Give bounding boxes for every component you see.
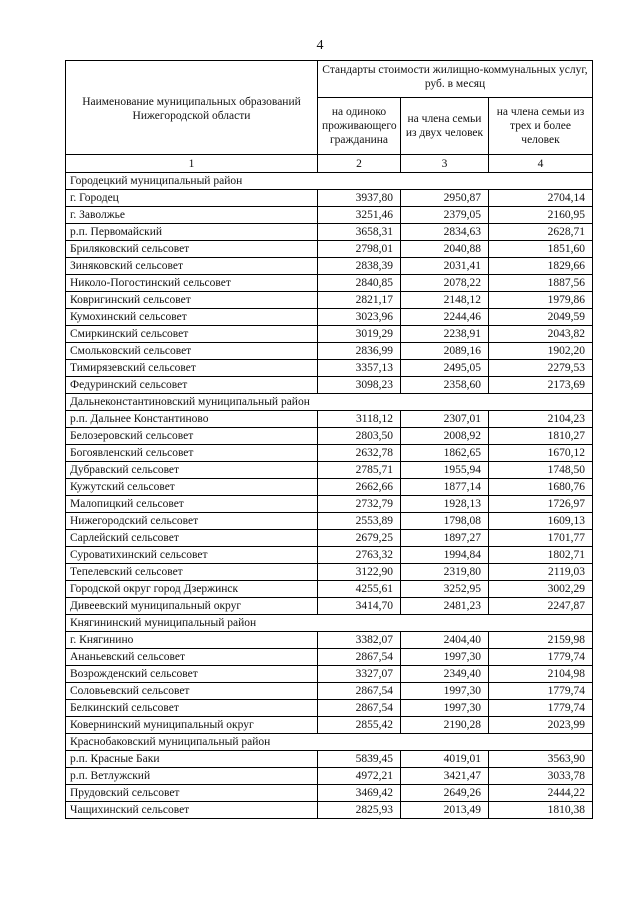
three-plus-family-cost-cell: 2023,99 xyxy=(489,717,593,734)
single-resident-cost-cell: 3357,13 xyxy=(318,360,401,377)
municipality-name-cell: Ковригинский сельсовет xyxy=(66,292,318,309)
column-number: 3 xyxy=(401,155,489,173)
district-group-row xyxy=(66,394,593,411)
single-resident-cost-cell: 3251,46 xyxy=(318,207,401,224)
municipality-name-cell: Тепелевский сельсовет xyxy=(66,564,318,581)
three-plus-family-cost-cell: 1979,86 xyxy=(489,292,593,309)
district-group-row xyxy=(66,173,593,190)
three-plus-family-cost-cell: 1810,27 xyxy=(489,428,593,445)
municipality-name-cell: р.п. Дальнее Константиново xyxy=(66,411,318,428)
two-person-family-cost-cell: 2495,05 xyxy=(401,360,489,377)
three-plus-family-cost-cell: 1851,60 xyxy=(489,241,593,258)
three-plus-family-cost-cell: 1810,38 xyxy=(489,802,593,819)
two-person-family-cost-cell: 2013,49 xyxy=(401,802,489,819)
two-person-family-cost-cell: 2078,22 xyxy=(401,275,489,292)
municipality-name-cell: г. Княгинино xyxy=(66,632,318,649)
three-plus-family-cost-cell: 1779,74 xyxy=(489,683,593,700)
table-body xyxy=(66,173,593,819)
two-person-family-cost-cell: 2244,46 xyxy=(401,309,489,326)
two-person-family-cost-cell: 2358,60 xyxy=(401,377,489,394)
two-person-family-cost-cell: 2040,88 xyxy=(401,241,489,258)
municipality-name-cell: Чащихинский сельсовет xyxy=(66,802,318,819)
two-person-family-cost-cell: 1928,13 xyxy=(401,496,489,513)
single-resident-cost-cell: 2553,89 xyxy=(318,513,401,530)
two-person-family-cost-cell: 4019,01 xyxy=(401,751,489,768)
column-number-row xyxy=(66,155,593,173)
two-person-family-cost-cell: 3252,95 xyxy=(401,581,489,598)
table-row xyxy=(66,258,593,275)
municipality-name-cell: Смольковский сельсовет xyxy=(66,343,318,360)
table-row xyxy=(66,530,593,547)
two-person-family-cost-cell: 2319,80 xyxy=(401,564,489,581)
table-row xyxy=(66,377,593,394)
municipality-name-cell: Кужутский сельсовет xyxy=(66,479,318,496)
single-resident-cost-cell: 2867,54 xyxy=(318,683,401,700)
two-person-family-cost-cell: 2238,91 xyxy=(401,326,489,343)
two-person-family-cost-cell: 2148,12 xyxy=(401,292,489,309)
municipality-name-cell: Тимирязевский сельсовет xyxy=(66,360,318,377)
municipality-name-cell: Соловьевский сельсовет xyxy=(66,683,318,700)
table-row xyxy=(66,666,593,683)
three-plus-family-cost-cell: 2160,95 xyxy=(489,207,593,224)
three-plus-family-cost-cell: 1887,56 xyxy=(489,275,593,292)
two-person-family-cost-cell: 2089,16 xyxy=(401,343,489,360)
three-plus-family-cost-cell: 2704,14 xyxy=(489,190,593,207)
two-person-family-cost-cell: 2950,87 xyxy=(401,190,489,207)
table-row xyxy=(66,309,593,326)
three-plus-family-cost-cell: 2104,98 xyxy=(489,666,593,683)
three-plus-family-cost-cell: 2279,53 xyxy=(489,360,593,377)
two-person-family-cost-cell: 2649,26 xyxy=(401,785,489,802)
header-row xyxy=(66,61,593,98)
municipality-name-cell: Бриляковский сельсовет xyxy=(66,241,318,258)
single-resident-cost-cell: 2763,32 xyxy=(318,547,401,564)
single-resident-cost-cell: 3469,42 xyxy=(318,785,401,802)
table-row xyxy=(66,785,593,802)
table-row xyxy=(66,292,593,309)
single-resident-cost-cell: 3122,90 xyxy=(318,564,401,581)
table-row xyxy=(66,360,593,377)
page-number: 4 xyxy=(316,38,324,53)
three-plus-family-cost-cell: 1680,76 xyxy=(489,479,593,496)
single-resident-cost-cell: 2679,25 xyxy=(318,530,401,547)
table-row xyxy=(66,768,593,785)
municipality-name-cell: р.п. Ветлужский xyxy=(66,768,318,785)
single-resident-cost-cell: 3414,70 xyxy=(318,598,401,615)
municipality-name-cell: Кумохинский сельсовет xyxy=(66,309,318,326)
three-plus-family-cost-cell: 1726,97 xyxy=(489,496,593,513)
single-resident-cost-cell: 3023,96 xyxy=(318,309,401,326)
three-plus-family-cost-cell: 1829,66 xyxy=(489,258,593,275)
single-resident-cost-cell: 2867,54 xyxy=(318,700,401,717)
single-resident-cost-cell: 3019,29 xyxy=(318,326,401,343)
two-person-family-cost-cell: 2481,23 xyxy=(401,598,489,615)
table-row xyxy=(66,479,593,496)
municipality-name-cell: Ананьевский сельсовет xyxy=(66,649,318,666)
column-number: 1 xyxy=(66,155,318,173)
three-plus-family-cost-cell: 1609,13 xyxy=(489,513,593,530)
single-resident-cost-cell: 2798,01 xyxy=(318,241,401,258)
single-resident-column-header: на одиноко проживающего гражданина xyxy=(318,98,401,155)
two-person-family-cost-cell: 2379,05 xyxy=(401,207,489,224)
three-plus-family-cost-cell: 1902,20 xyxy=(489,343,593,360)
table-row xyxy=(66,496,593,513)
three-plus-family-cost-cell: 2173,69 xyxy=(489,377,593,394)
single-resident-cost-cell: 4255,61 xyxy=(318,581,401,598)
two-person-family-cost-cell: 2190,28 xyxy=(401,717,489,734)
three-plus-family-cost-cell: 3002,29 xyxy=(489,581,593,598)
table-row xyxy=(66,547,593,564)
single-resident-cost-cell: 3658,31 xyxy=(318,224,401,241)
two-person-family-cost-cell: 1897,27 xyxy=(401,530,489,547)
three-plus-family-cost-cell: 1779,74 xyxy=(489,649,593,666)
municipality-name-cell: Возрожденский сельсовет xyxy=(66,666,318,683)
municipality-name-cell: Николо-Погостинский сельсовет xyxy=(66,275,318,292)
district-group-name: Краснобаковский муниципальный район xyxy=(66,734,593,751)
single-resident-cost-cell: 3327,07 xyxy=(318,666,401,683)
single-resident-cost-cell: 2867,54 xyxy=(318,649,401,666)
municipality-name-cell: р.п. Первомайский xyxy=(66,224,318,241)
table-row xyxy=(66,581,593,598)
district-group-name: Княгининский муниципальный район xyxy=(66,615,593,632)
municipality-name-cell: Федуринский сельсовет xyxy=(66,377,318,394)
municipality-name-cell: Богоявленский сельсовет xyxy=(66,445,318,462)
single-resident-cost-cell: 3937,80 xyxy=(318,190,401,207)
single-resident-cost-cell: 2838,39 xyxy=(318,258,401,275)
table-row xyxy=(66,326,593,343)
table-row xyxy=(66,564,593,581)
single-resident-cost-cell: 2836,99 xyxy=(318,343,401,360)
table-row xyxy=(66,428,593,445)
housing-cost-standards-table xyxy=(65,60,593,819)
three-plus-family-cost-cell: 2159,98 xyxy=(489,632,593,649)
single-resident-cost-cell: 2855,42 xyxy=(318,717,401,734)
single-resident-cost-cell: 5839,45 xyxy=(318,751,401,768)
single-resident-cost-cell: 2632,78 xyxy=(318,445,401,462)
table-row xyxy=(66,190,593,207)
two-person-family-cost-cell: 1994,84 xyxy=(401,547,489,564)
three-plus-family-cost-cell: 2444,22 xyxy=(489,785,593,802)
two-person-family-cost-cell: 1997,30 xyxy=(401,700,489,717)
single-resident-cost-cell: 2825,93 xyxy=(318,802,401,819)
three-plus-family-cost-cell: 2104,23 xyxy=(489,411,593,428)
three-plus-family-cost-cell: 3033,78 xyxy=(489,768,593,785)
municipality-name-cell: Прудовский сельсовет xyxy=(66,785,318,802)
single-resident-cost-cell: 2803,50 xyxy=(318,428,401,445)
two-person-family-cost-cell: 1862,65 xyxy=(401,445,489,462)
two-person-family-cost-cell: 1997,30 xyxy=(401,649,489,666)
three-plus-family-cost-cell: 2628,71 xyxy=(489,224,593,241)
single-resident-cost-cell: 3118,12 xyxy=(318,411,401,428)
single-resident-cost-cell: 2840,85 xyxy=(318,275,401,292)
table-row xyxy=(66,598,593,615)
two-person-family-cost-cell: 2008,92 xyxy=(401,428,489,445)
three-plus-family-cost-cell: 2119,03 xyxy=(489,564,593,581)
column-number: 2 xyxy=(318,155,401,173)
three-plus-family-cost-cell: 3563,90 xyxy=(489,751,593,768)
two-person-family-cost-cell: 1877,14 xyxy=(401,479,489,496)
table-row xyxy=(66,343,593,360)
table-row xyxy=(66,224,593,241)
two-person-family-cost-cell: 2031,41 xyxy=(401,258,489,275)
municipality-name-cell: г. Городец xyxy=(66,190,318,207)
table-row xyxy=(66,207,593,224)
single-resident-cost-cell: 2732,79 xyxy=(318,496,401,513)
two-person-family-cost-cell: 2349,40 xyxy=(401,666,489,683)
three-plus-family-cost-cell: 2043,82 xyxy=(489,326,593,343)
two-person-family-cost-cell: 3421,47 xyxy=(401,768,489,785)
two-person-family-cost-cell: 2307,01 xyxy=(401,411,489,428)
municipality-name-cell: р.п. Красные Баки xyxy=(66,751,318,768)
single-resident-cost-cell: 2821,17 xyxy=(318,292,401,309)
municipality-name-cell: Белозеровский сельсовет xyxy=(66,428,318,445)
table-row xyxy=(66,632,593,649)
municipality-name-cell: Дубравский сельсовет xyxy=(66,462,318,479)
single-resident-cost-cell: 3382,07 xyxy=(318,632,401,649)
column-number: 4 xyxy=(489,155,593,173)
table-row xyxy=(66,462,593,479)
three-plus-family-cost-cell: 1670,12 xyxy=(489,445,593,462)
district-group-name: Городецкий муниципальный район xyxy=(66,173,593,190)
district-group-name: Дальнеконстантиновский муниципальный район xyxy=(66,394,593,411)
three-plus-family-cost-cell: 1701,77 xyxy=(489,530,593,547)
table-row xyxy=(66,445,593,462)
two-person-family-cost-cell: 1798,08 xyxy=(401,513,489,530)
single-resident-cost-cell: 2785,71 xyxy=(318,462,401,479)
table-row xyxy=(66,700,593,717)
district-group-row xyxy=(66,615,593,632)
single-resident-cost-cell: 4972,21 xyxy=(318,768,401,785)
municipality-name-cell: Дивеевский муниципальный округ xyxy=(66,598,318,615)
three-plus-family-cost-cell: 2247,87 xyxy=(489,598,593,615)
municipality-name-cell: Сарлейский сельсовет xyxy=(66,530,318,547)
three-plus-family-column-header: на члена семьи из трех и более человек xyxy=(489,98,593,155)
municipality-name-cell: Суроватихинский сельсовет xyxy=(66,547,318,564)
table-row xyxy=(66,683,593,700)
municipality-name-cell: Зиняковский сельсовет xyxy=(66,258,318,275)
table-row xyxy=(66,717,593,734)
table-row xyxy=(66,513,593,530)
single-resident-cost-cell: 3098,23 xyxy=(318,377,401,394)
district-group-row xyxy=(66,734,593,751)
municipality-name-cell: г. Заволжье xyxy=(66,207,318,224)
cost-standards-group-header: Стандарты стоимости жилищно-коммунальных услуг, руб. в месяц xyxy=(318,61,593,98)
single-resident-cost-cell: 2662,66 xyxy=(318,479,401,496)
two-person-family-cost-cell: 2834,63 xyxy=(401,224,489,241)
three-plus-family-cost-cell: 2049,59 xyxy=(489,309,593,326)
municipality-name-cell: Белкинский сельсовет xyxy=(66,700,318,717)
table-row xyxy=(66,802,593,819)
table-row xyxy=(66,411,593,428)
municipality-name-cell: Малопицкий сельсовет xyxy=(66,496,318,513)
three-plus-family-cost-cell: 1748,50 xyxy=(489,462,593,479)
two-person-family-cost-cell: 2404,40 xyxy=(401,632,489,649)
three-plus-family-cost-cell: 1779,74 xyxy=(489,700,593,717)
two-person-family-cost-cell: 1997,30 xyxy=(401,683,489,700)
municipality-name-cell: Городской округ город Дзержинск xyxy=(66,581,318,598)
table-row xyxy=(66,275,593,292)
name-column-header: Наименование муниципальных образований Нижегородской области xyxy=(66,61,318,155)
municipality-name-cell: Нижегородский сельсовет xyxy=(66,513,318,530)
table-row xyxy=(66,649,593,666)
table-row xyxy=(66,751,593,768)
table-row xyxy=(66,241,593,258)
three-plus-family-cost-cell: 1802,71 xyxy=(489,547,593,564)
two-person-family-cost-cell: 1955,94 xyxy=(401,462,489,479)
municipality-name-cell: Ковернинский муниципальный округ xyxy=(66,717,318,734)
two-person-family-column-header: на члена семьи из двух человек xyxy=(401,98,489,155)
municipality-name-cell: Смиркинский сельсовет xyxy=(66,326,318,343)
